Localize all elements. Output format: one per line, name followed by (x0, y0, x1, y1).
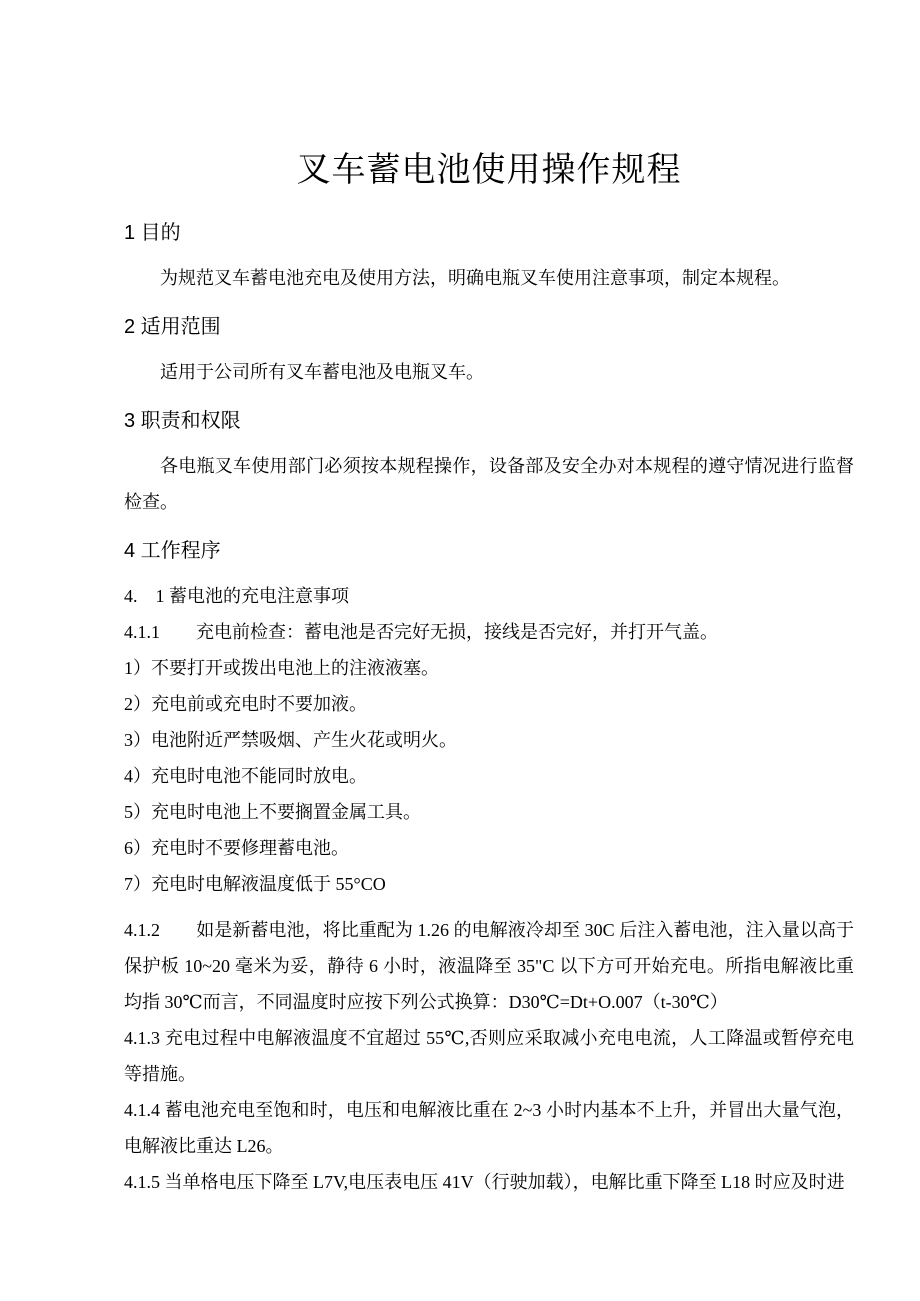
clause-4-1-1: 4.1.1 充电前检查：蓄电池是否完好无损，接线是否完好，并打开气盖。 (124, 622, 718, 642)
list-item-4: 4）充电时电池不能同时放电。 (124, 766, 367, 786)
paragraph-scope: 适用于公司所有叉车蓄电池及电瓶叉车。 (160, 362, 484, 382)
clause-4-1-5: 4.1.5 当单格电压下降至 L7V,电压表电压 41V（行驶加载），电解比重下降至 L18 时应及时进 (124, 1172, 845, 1192)
list-item-6: 6）充电时不要修理蓄电池。 (124, 838, 349, 858)
subsection-heading-4-1: 4. 1 蓄电池的充电注意事项 (124, 586, 349, 606)
section-heading-scope: 2 适用范围 (124, 316, 221, 338)
clause-4-1-2: 4.1.2 如是新蓄电池，将比重配为 1.26 的电解液冷却至 30C 后注入蓄电池，注入量以高于保护板 10~20 毫米为妥，静待 6 小时，液温降至 35"C 以下方可开始充电。所指电解液比重均指 30℃而言，不同温度时应按下列公式换算：D30℃=Dt+O.007（t-30℃） (124, 920, 854, 1012)
paragraph-purpose: 为规范叉车蓄电池充电及使用方法，明确电瓶叉车使用注意事项，制定本规程。 (160, 268, 790, 288)
list-item-7: 7）充电时电解液温度低于 55°CO (124, 874, 386, 894)
section-heading-procedure: 4 工作程序 (124, 540, 221, 562)
page-title: 叉车蓄电池使用操作规程 (296, 152, 682, 189)
section-heading-duties: 3 职责和权限 (124, 410, 241, 432)
list-item-2: 2）充电前或充电时不要加液。 (124, 694, 367, 714)
paragraph-duties: 各电瓶叉车使用部门必须按本规程操作，设备部及安全办对本规程的遵守情况进行监督检查。 (124, 456, 854, 512)
clause-4-1-3: 4.1.3 充电过程中电解液温度不宜超过 55℃,否则应采取减小充电电流，人工降温或暂停充电等措施。 (124, 1028, 854, 1084)
section-heading-purpose: 1 目的 (124, 222, 181, 244)
clause-4-1-4: 4.1.4 蓄电池充电至饱和时，电压和电解液比重在 2~3 小时内基本不上升，并冒出大量气泡，电解液比重达 L26。 (124, 1100, 854, 1156)
list-item-1: 1）不要打开或拨出电池上的注液液塞。 (124, 658, 439, 678)
list-item-5: 5）充电时电池上不要搁置金属工具。 (124, 802, 421, 822)
list-item-3: 3）电池附近严禁吸烟、产生火花或明火。 (124, 730, 457, 750)
